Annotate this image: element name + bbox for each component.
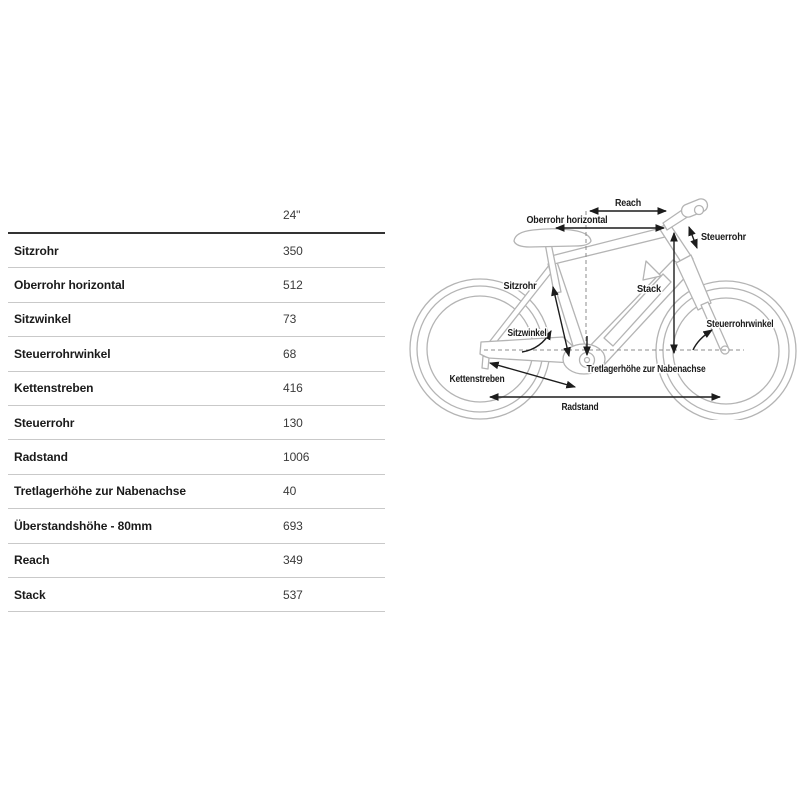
row-label: Reach: [14, 553, 50, 568]
row-label: Steuerrohrwinkel: [14, 346, 111, 361]
size-column-header: 24": [283, 208, 301, 222]
row-value: 693: [283, 518, 303, 533]
measurement-annotations: [450, 197, 774, 413]
row-label: Steuerrohr: [14, 415, 75, 430]
table-header-row: [8, 198, 385, 234]
saddle: [514, 229, 591, 247]
row-value: 350: [283, 243, 303, 258]
table-row: [8, 440, 385, 474]
sitzwinkel-label: Sitzwinkel: [507, 327, 547, 339]
steuerrohrwinkel-label: Steuerrohrwinkel: [706, 318, 774, 330]
row-label: Radstand: [14, 450, 68, 465]
table-row: [8, 268, 385, 302]
frame-gusset: [643, 261, 661, 280]
grip-end: [695, 206, 704, 215]
fork-crown: [676, 255, 711, 310]
oberrohr-label: Oberrohr horizontal: [526, 214, 608, 226]
table-row: [8, 406, 385, 440]
table-row: [8, 372, 385, 406]
steuerrohr-label: Steuerrohr: [701, 231, 747, 243]
row-value: 130: [283, 415, 303, 430]
stack-label: Stack: [637, 283, 662, 295]
row-value: 512: [283, 278, 303, 293]
geometry-table: [8, 198, 385, 612]
steuerrohrwinkel-arc: [693, 330, 712, 350]
sitzrohr-label: Sitzrohr: [503, 280, 537, 292]
row-label: Tretlagerhöhe zur Nabenachse: [14, 484, 186, 499]
row-value: 68: [283, 346, 297, 361]
table-row: [8, 234, 385, 268]
table-row: [8, 303, 385, 337]
row-value: 40: [283, 484, 297, 499]
table-row: [8, 578, 385, 612]
row-label: Kettenstreben: [14, 381, 94, 396]
kettenstreben-label: Kettenstreben: [449, 373, 505, 385]
derailleur-hanger: [482, 356, 489, 369]
row-label: Stack: [14, 587, 46, 602]
row-label: Sitzwinkel: [14, 312, 72, 327]
row-label: Oberrohr horizontal: [14, 278, 125, 293]
row-value: 349: [283, 553, 303, 568]
row-label: Sitzrohr: [14, 243, 59, 258]
table-row: [8, 475, 385, 509]
row-label: Überstandshöhe - 80mm: [14, 518, 152, 533]
row-value: 73: [283, 312, 297, 327]
radstand-label: Radstand: [561, 401, 599, 413]
table-row: [8, 337, 385, 371]
row-value: 416: [283, 381, 303, 396]
row-value: 1006: [283, 450, 310, 465]
bike-geometry-diagram: [400, 180, 800, 420]
reach-label: Reach: [615, 197, 641, 209]
table-row: [8, 509, 385, 543]
table-row: [8, 544, 385, 578]
row-value: 537: [283, 587, 303, 602]
tretlager-label: Tretlagerhöhe zur Nabenachse: [586, 363, 706, 375]
steuerrohr-arrow: [689, 227, 697, 248]
